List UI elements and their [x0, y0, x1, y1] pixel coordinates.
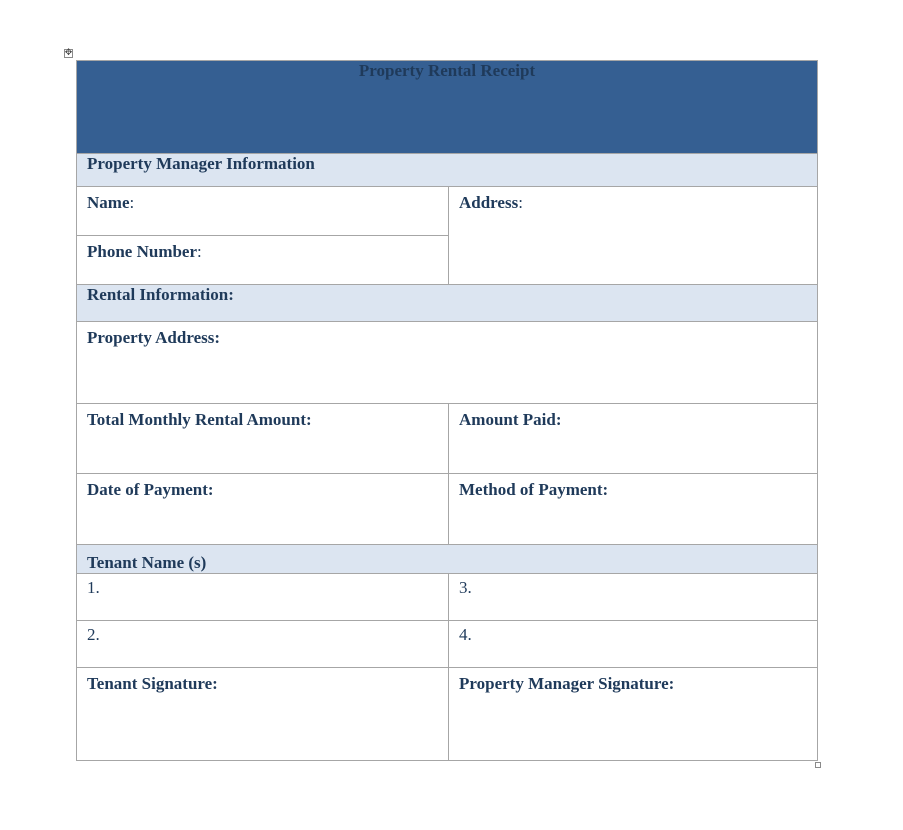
- manager-name-colon: :: [129, 193, 135, 212]
- tenant-2-cell[interactable]: [77, 621, 449, 668]
- manager-name-cell[interactable]: [77, 187, 449, 236]
- total-monthly-rent-cell[interactable]: [77, 404, 449, 474]
- tenant-1-cell[interactable]: [77, 574, 449, 621]
- tenant-signature-label: Tenant Signature:: [87, 674, 218, 693]
- tenant-4-cell[interactable]: [449, 621, 818, 668]
- receipt-title: Property Rental Receipt: [77, 61, 818, 154]
- date-of-payment-label: Date of Payment:: [87, 480, 214, 499]
- rental-information-section-heading: Rental Information:: [77, 285, 818, 322]
- tenant-2-number: 2.: [87, 625, 100, 644]
- tenant-names-section-heading: Tenant Name (s): [77, 545, 818, 574]
- manager-signature-label: Property Manager Signature:: [459, 674, 675, 693]
- method-of-payment-label: Method of Payment:: [459, 480, 609, 499]
- manager-phone-colon: :: [197, 242, 202, 261]
- date-of-payment-cell[interactable]: [77, 474, 449, 545]
- manager-signature-cell[interactable]: [449, 668, 818, 761]
- manager-phone-cell[interactable]: [77, 236, 449, 285]
- method-of-payment-cell[interactable]: [449, 474, 818, 545]
- tenant-3-cell[interactable]: [449, 574, 818, 621]
- table-move-handle-icon[interactable]: ✥: [64, 48, 73, 58]
- manager-address-colon: :: [518, 193, 523, 212]
- property-address-cell[interactable]: [77, 322, 818, 404]
- property-manager-section-heading: Property Manager Information: [77, 154, 818, 187]
- manager-address-label: Address: [459, 193, 519, 212]
- amount-paid-cell[interactable]: [449, 404, 818, 474]
- property-address-label: Property Address:: [87, 328, 221, 347]
- amount-paid-label: Amount Paid:: [459, 410, 562, 429]
- manager-address-cell[interactable]: [449, 187, 818, 285]
- manager-name-label: Name: [87, 193, 130, 212]
- rental-receipt-table: [76, 60, 818, 761]
- tenant-3-number: 3.: [459, 578, 472, 597]
- total-monthly-rent-label: Total Monthly Rental Amount:: [87, 410, 312, 429]
- tenant-signature-cell[interactable]: [77, 668, 449, 761]
- table-resize-handle-icon[interactable]: [815, 762, 821, 768]
- manager-phone-label: Phone Number: [87, 242, 198, 261]
- tenant-4-number: 4.: [459, 625, 472, 644]
- tenant-1-number: 1.: [87, 578, 100, 597]
